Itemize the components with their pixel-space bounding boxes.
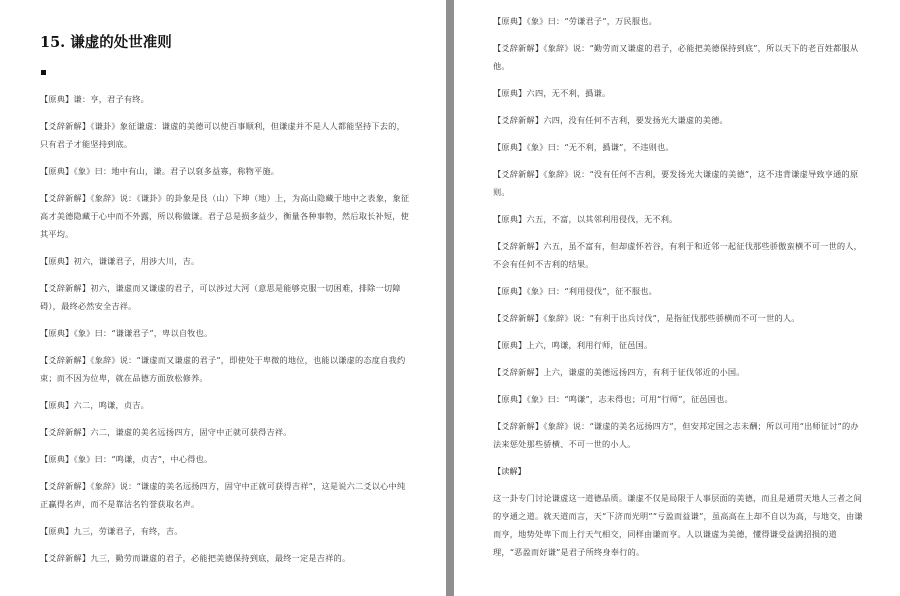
left-para: 【爻辞新解】《象辞》说：“谦虚的美名远扬四方，固守中正就可获得吉祥”，这是说六二爻以心中纯正赢得名声，而不是靠沽名钓誉获取名声。 [40, 481, 406, 509]
reading-heading: 【读解】 [493, 466, 526, 476]
right-para: 【爻辞新解】《象辞》说：“有利于出兵讨伐”，是指征伐那些骄横而不可一世的人。 [493, 313, 800, 323]
left-para: 【爻辞新解】《象辞》说：《谦卦》的卦象是艮（山）下坤（地）上，为高山隐藏于地中之表象，象征高才美德隐藏于心中而不外露，所以称做谦。君子总是损多益少，衡量各种事物，然后取长补短，使其平均。 [40, 193, 410, 239]
bullet-icon [41, 70, 46, 75]
right-para: 【原典】上六，鸣谦，利用行师，征邑国。 [493, 340, 653, 350]
right-para: 【爻辞新解】上六，谦虚的美德远扬四方，有利于征伐邻近的小国。 [493, 367, 745, 377]
right-para: 【爻辞新解】《象辞》说：“勤劳而又谦虚的君子，必能把美德保持到底”，所以天下的老百姓都服从他。 [493, 43, 859, 71]
right-para: 【原典】《象》曰：“鸣谦”，志未得也；可用“行师”，征邑国也。 [493, 394, 733, 404]
left-para: 【原典】九三，劳谦君子，有终，吉。 [40, 526, 183, 536]
reading-para: 这一卦专门讨论谦虚这一道德品质。谦虚不仅是局限于人事层面的美德，而且是通贯天地人三者之间的亨通之道。就天道而言，天“下济而光明”“亏盈而益谦”，虽高高在上却不自以为高，与地交，由谦而亨，地势处卑下而上行天气相交，同样由谦而亨。人以谦虚为美德，懂得谦受益满招损的道理，“恶盈而好谦”是君子所终身奉行的。 [493, 493, 863, 557]
right-para: 【爻辞新解】六四，没有任何不吉利，要发扬光大谦虚的美德。 [493, 115, 728, 125]
left-para: 【爻辞新解】《谦卦》象征谦虚：谦虚的美德可以使百事顺利，但谦虚并不是人人都能坚持下去的，只有君子才能坚持到底。 [40, 121, 405, 149]
right-para: 【原典】六四，无不利，撝谦。 [493, 88, 611, 98]
left-para: 【爻辞新解】初六，谦虚而又谦虚的君子，可以涉过大河（意思是能够克服一切困难，排除一切障碍），最终必然安全吉祥。 [40, 283, 401, 311]
left-para: 【原典】六二，鸣谦，贞吉。 [40, 400, 150, 410]
left-page [0, 0, 446, 596]
right-para: 【原典】六五，不富，以其邻利用侵伐，无不利。 [493, 214, 678, 224]
right-para: 【爻辞新解】六五，虽不富有，但却虚怀若谷，有利于和近邻一起征伐那些骄傲蛮横不可一世的人，不会有任何不吉利的结果。 [493, 241, 863, 269]
left-para: 【原典】谦：亨，君子有终。 [40, 94, 150, 104]
right-para: 【原典】《象》曰：“劳谦君子”，万民服也。 [493, 16, 658, 26]
left-para: 【原典】《象》曰：“谦谦君子”，卑以自牧也。 [40, 328, 213, 338]
page-gutter [446, 0, 454, 596]
left-para: 【原典】《象》曰：“鸣谦，贞吉”，中心得也。 [40, 454, 213, 464]
left-para: 【爻辞新解】《象辞》说：“谦虚而又谦虚的君子”，即使处于卑微的地位，也能以谦虚的态度自我约束；而不因为位卑，就在品德方面放松修养。 [40, 355, 406, 383]
right-para: 【爻辞新解】《象辞》说：“谦虚的美名远扬四方”，但安邦定国之志未酬；所以可用“出师征讨”的办法来惩处那些骄横、不可一世的小人。 [493, 421, 859, 449]
right-para: 【原典】《象》曰：“利用侵伐”，征不服也。 [493, 286, 658, 296]
left-para: 【爻辞新解】六二，谦虚的美名远扬四方，固守中正就可获得吉祥。 [40, 427, 292, 437]
left-para: 【原典】《象》曰：地中有山，谦。君子以裒多益寡，称物平施。 [40, 166, 280, 176]
right-page [454, 0, 900, 596]
left-para: 【原典】初六，谦谦君子，用涉大川，吉。 [40, 256, 200, 266]
chapter-title: 15. 谦虚的处世准则 [40, 34, 172, 51]
right-para: 【原典】《象》曰：“无不利，撝谦”，不违则也。 [493, 142, 674, 152]
right-para: 【爻辞新解】《象辞》说：“没有任何不吉利，要发扬光大谦虚的美德”，这不违背谦虚导致亨通的原则。 [493, 169, 859, 197]
left-para: 【爻辞新解】九三，勤劳而谦虚的君子，必能把美德保持到底，最终一定是吉祥的。 [40, 553, 351, 563]
